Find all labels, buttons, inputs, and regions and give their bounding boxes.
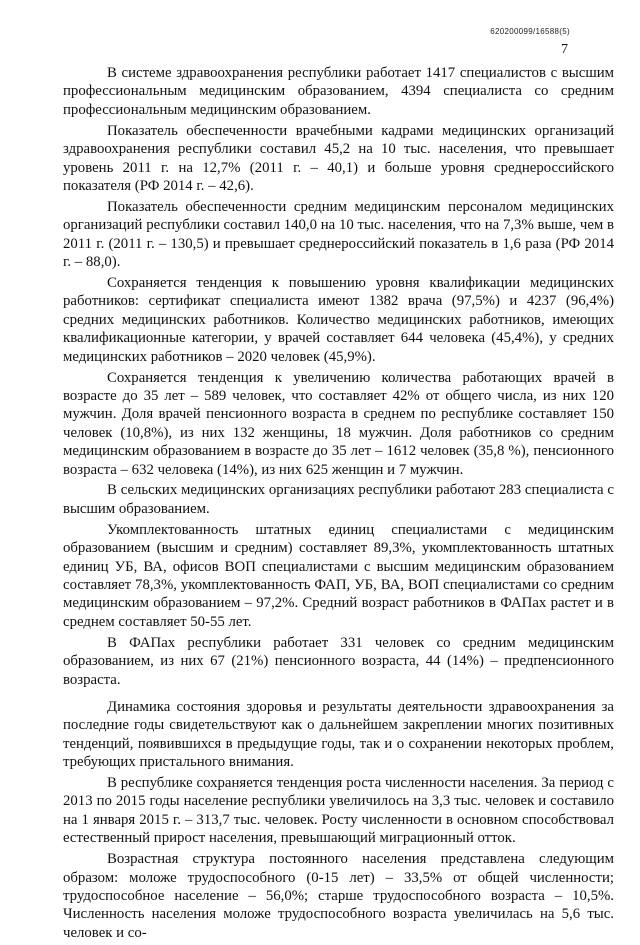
paragraph-population-growth: В республике сохраняется тенденция роста численности населения. За период с 2013 по 2015 годы население республики увеличилось на 3,3 тыс. человек и составило на 1 января 2015 г. – 313,7 тыс. человек. Росту численности в основном способствовал естественный прирост населения, превышающий миграционный отток.	[63, 775, 614, 847]
paragraph-rural-specialists: В сельских медицинских организациях республики работают 283 специалиста с высшим образованием.	[63, 482, 614, 517]
page-number: 7	[561, 42, 568, 57]
paragraph-population-age-structure: Возрастная структура постоянного населения представлена следующим образом: моложе трудоспособного (0-15 лет) – 33,5% от общей численности; трудоспособное население – 56,0%; старше трудоспособного возраста – 10,5%. Численность населения моложе трудоспособного возраста увеличилась на 5,6 тыс. человек и со-	[63, 851, 614, 941]
document-id: 620200099/16588(5)	[490, 27, 570, 36]
paragraph-staffing: Укомплектованность штатных единиц специалистами с медицинским образованием (высшим и средним) составляет 89,3%, укомплектованность штатных единиц УБ, ВА, офисов ВОП специалистами с высшим медицинским образованием составляет 78,3%, укомплектованность ФАП, УБ, ВА, ВОП специалистами со средним медицинским образованием – 97,2%. Средний возраст работников в ФАПах растет и в среднем составляет 50-55 лет.	[63, 521, 614, 630]
body-text	[63, 64, 614, 945]
paragraph-fap-staff: В ФАПах республики работает 331 человек со средним медицинским образованием, из них 67 (21%) пенсионного возраста, 44 (14%) – предпенсионного возраста.	[63, 634, 614, 688]
paragraph-age-structure-staff: Сохраняется тенденция к увеличению количества работающих врачей в возрасте до 35 лет – 589 человек, что составляет 42% от общего числа, из них 120 мужчин. Доля врачей пенсионного возраста в среднем по республике составляет 150 человек (10,8%), из них 132 женщины, 18 мужчин. Доля работников со средним медицинским образованием в возрасте до 35 лет – 1612 человек (35,8 %), пенсионного возраста – 632 человека (14%), из них 625 женщин и 7 мужчин.	[63, 369, 614, 478]
paragraph-qualification: Сохраняется тенденция к повышению уровня квалификации медицинских работников: сертификат специалиста имеют 1382 врача (97,5%) и 4237 (96,4%) средних медицинских работников. Количество медицинских работников, имеющих квалификационные категории, у врачей составляет 644 человека (45,4%), у средних медицинских работников – 2020 человек (45,9%).	[63, 274, 614, 365]
paragraph-doctor-provision: Показатель обеспеченности врачебными кадрами медицинских организаций здравоохранения республики составил 45,2 на 10 тыс. населения, что превышает уровень 2011 г. на 12,7% (2011 г. – 40,1) и больше уровня среднероссийского показателя (РФ 2014 г. – 42,6).	[63, 122, 614, 194]
paragraph-nurse-provision: Показатель обеспеченности средним медицинским персоналом медицинских организаций республики составил 140,0 на 10 тыс. населения, что на 7,3% выше, чем в 2011 г. (2011 г. – 130,5) и превышает среднероссийский показатель в 1,6 раза (РФ 2014 г. – 88,0).	[63, 198, 614, 271]
paragraph-health-dynamics: Динамика состояния здоровья и результаты деятельности здравоохранения за последние годы свидетельствуют как о дальнейшем закреплении многих позитивных тенденций, появившихся в предыдущие годы, так и о сохранении некоторых проблем, требующих пристального внимания.	[63, 698, 614, 771]
paragraph-specialists: В системе здравоохранения республики работает 1417 специалистов с высшим профессиональным медицинским образованием, 4394 специалиста со средним профессиональным медицинским образованием.	[63, 65, 614, 118]
